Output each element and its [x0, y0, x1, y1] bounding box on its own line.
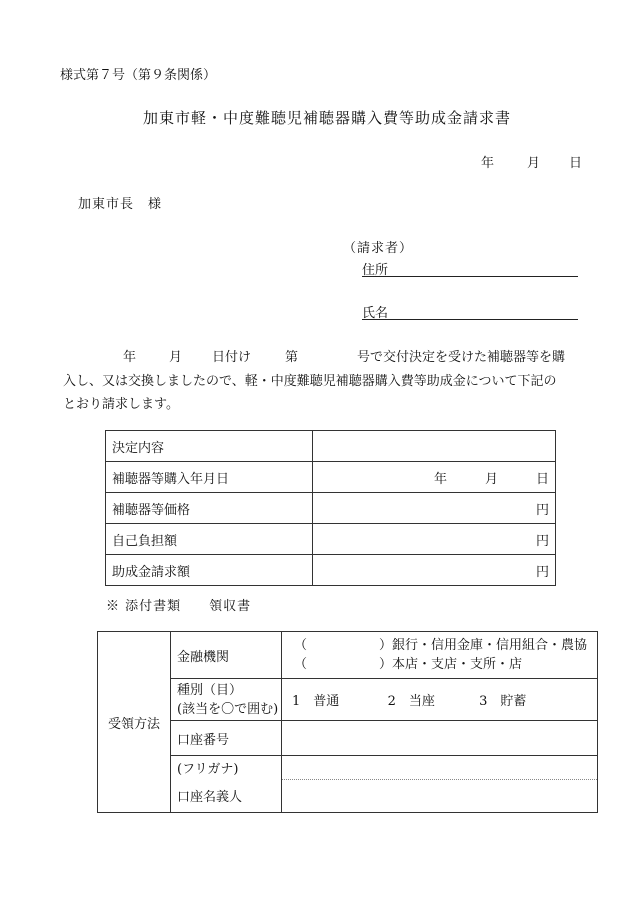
date-day: 日 [569, 156, 583, 171]
purchase-date-label: 補聴器等購入年月日 [106, 462, 313, 493]
price-label: 補聴器等価格 [106, 493, 313, 524]
bank-open-2: （ [294, 657, 308, 672]
table-row [106, 524, 556, 555]
body-year: 年 [123, 350, 137, 365]
details-table [105, 430, 556, 586]
requester-label: （請求者） [343, 241, 414, 256]
body-number-prefix: 第 [285, 350, 299, 365]
account-type-option-3[interactable]: 3 貯蓄 [479, 694, 527, 709]
purchase-date-value[interactable] [313, 462, 556, 493]
table-row [106, 431, 556, 462]
price-value[interactable]: 円 [313, 493, 556, 524]
account-holder-field[interactable] [282, 780, 598, 813]
table-row [98, 679, 598, 721]
purchase-year: 年 [433, 471, 447, 487]
page-title: 加東市軽・中度難聴児補聴器購入費等助成金請求書 [143, 109, 512, 127]
body-month: 月 [169, 350, 183, 365]
table-row [106, 462, 556, 493]
account-type-option-1[interactable]: 1 普通 [292, 694, 340, 709]
claim-amount-label: 助成金請求額 [106, 555, 313, 586]
bank-open-1: （ [294, 638, 308, 653]
self-pay-label: 自己負担額 [106, 524, 313, 555]
kana-label: (フリガナ) [171, 756, 282, 780]
receipt-method-label: 受領方法 [98, 632, 171, 813]
account-type-options[interactable] [282, 679, 598, 721]
date-month: 月 [527, 156, 541, 171]
purchase-day: 日 [535, 471, 549, 487]
account-type-option-2[interactable]: 2 当座 [387, 694, 435, 709]
branch-type-text: ）本店・支店・支所・店 [379, 657, 523, 672]
form-number: 様式第７号（第９条関係） [60, 68, 217, 83]
table-row [98, 721, 598, 756]
name-field[interactable] [362, 302, 578, 320]
account-type-label-1: 種別（目） [177, 682, 243, 698]
claim-amount-value[interactable]: 円 [313, 555, 556, 586]
account-type-label [171, 679, 282, 721]
table-row [98, 780, 598, 813]
bank-field[interactable] [282, 632, 598, 679]
bank-label: 金融機関 [171, 632, 282, 679]
table-row [106, 493, 556, 524]
receipt-table [97, 631, 598, 813]
account-type-label-2: (該当を〇で囲む) [177, 701, 279, 717]
table-row [98, 632, 598, 679]
decision-label: 決定内容 [106, 431, 313, 462]
body-line2: 入し、又は交換しましたので、軽・中度難聴児補聴器購入費等助成金について下記の [63, 374, 557, 389]
address-field[interactable] [362, 259, 578, 277]
bank-type-text: ）銀行・信用金庫・信用組合・農協 [379, 638, 588, 653]
account-holder-label: 口座名義人 [171, 780, 282, 813]
date-year: 年 [481, 156, 495, 171]
self-pay-value[interactable]: 円 [313, 524, 556, 555]
account-number-label: 口座番号 [171, 721, 282, 756]
name-label: 氏名 [362, 306, 389, 321]
decision-value[interactable] [313, 431, 556, 462]
purchase-month: 月 [484, 471, 498, 487]
body-day: 日付け [212, 350, 252, 365]
body-line1-tail: 号で交付決定を受けた補聴器等を購 [357, 350, 566, 365]
account-number-field[interactable] [282, 721, 598, 756]
kana-field[interactable] [282, 756, 598, 780]
body-line3: とおり請求します。 [63, 397, 179, 412]
address-label: 住所 [362, 263, 389, 278]
table-row [98, 756, 598, 780]
table-row [106, 555, 556, 586]
addressee: 加東市長 様 [78, 197, 163, 212]
attachment-note: ※ 添付書類 領収書 [106, 599, 252, 614]
